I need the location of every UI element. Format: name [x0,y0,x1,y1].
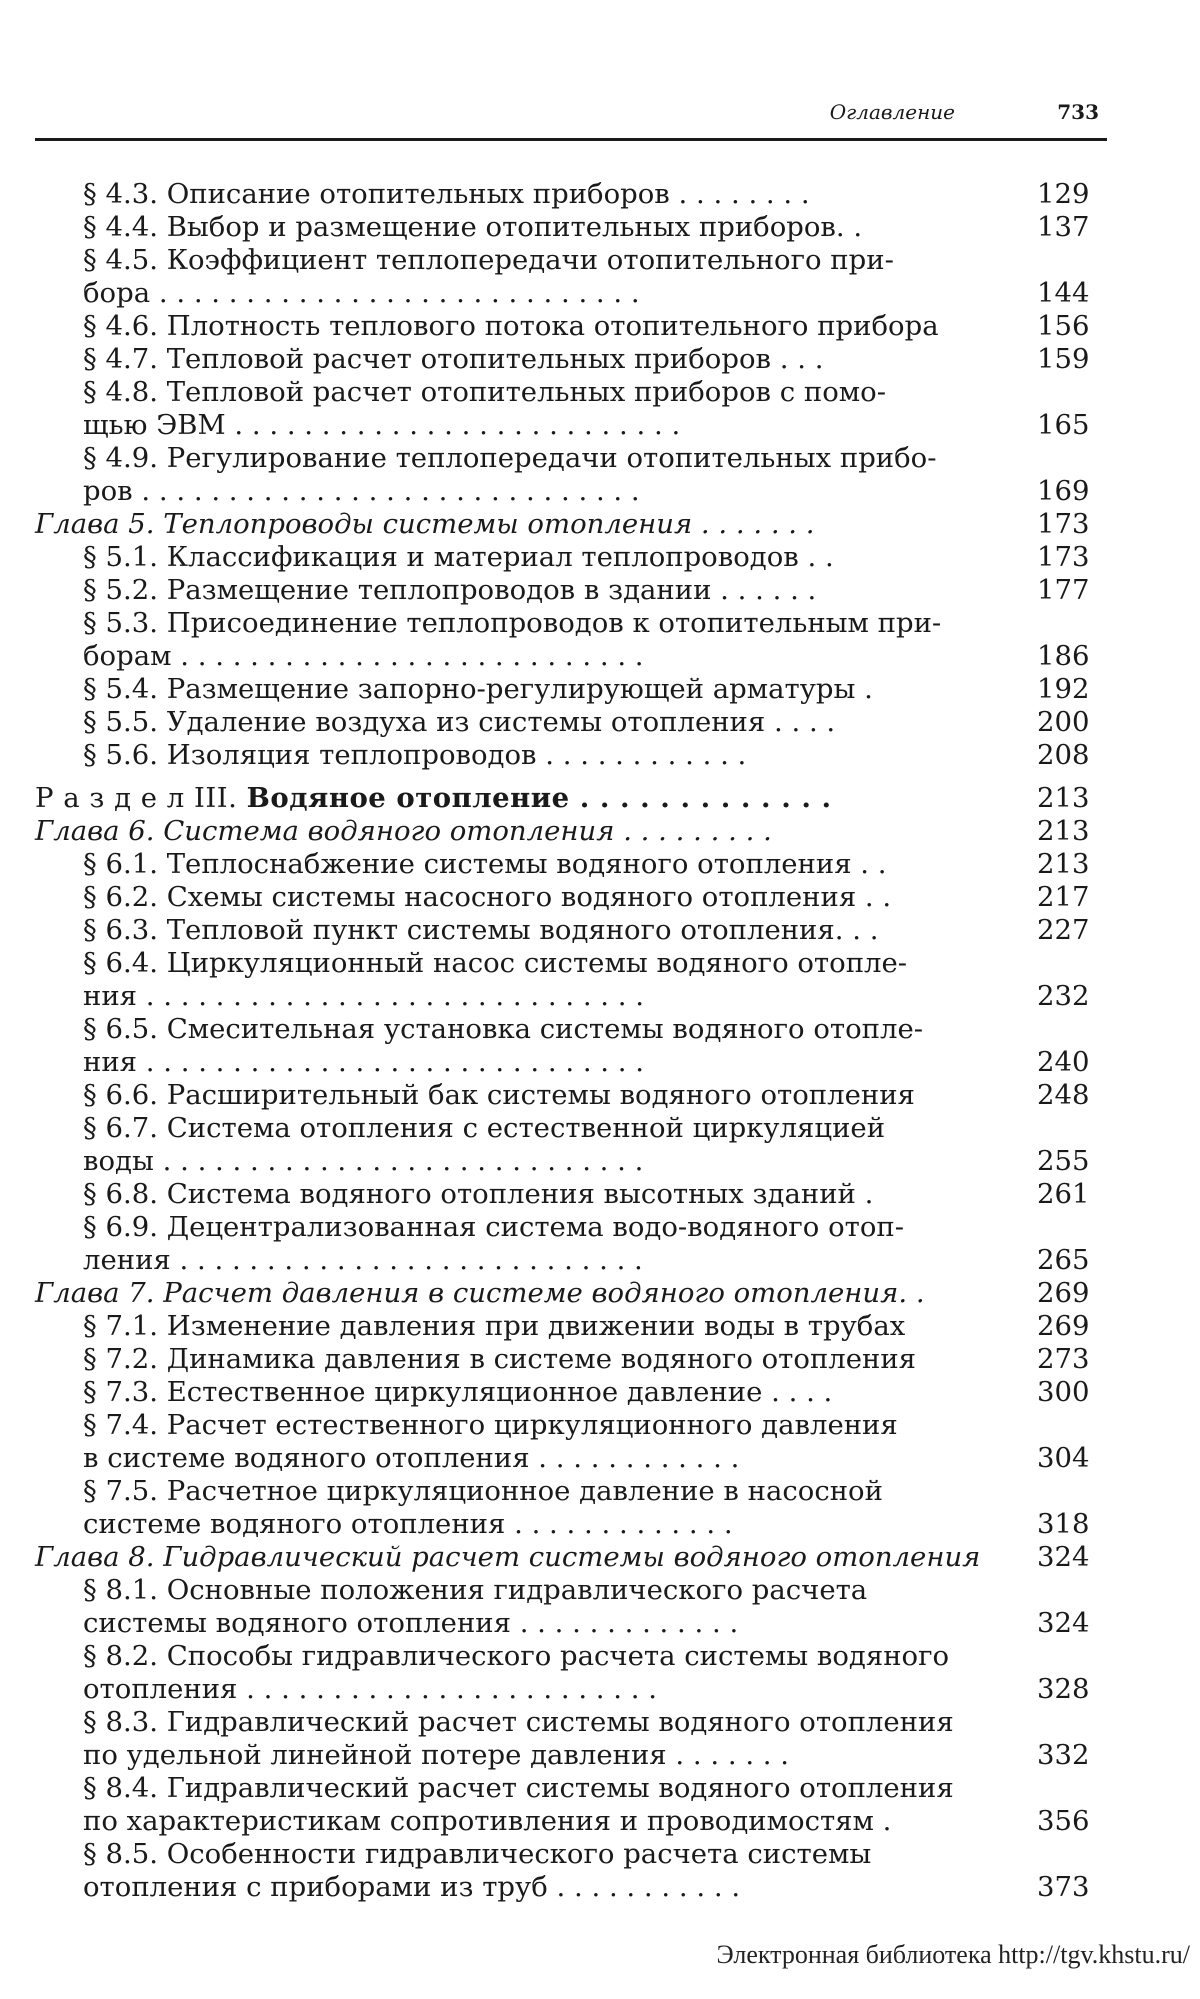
toc-page-number: 137 [1037,211,1090,243]
toc-page-number: 300 [1037,1376,1090,1408]
toc-section-entry [35,881,1107,914]
toc-section-entry [35,310,1107,343]
toc-section-entry [35,1079,1107,1112]
table-of-contents [35,178,1107,1904]
toc-section-entry [35,914,1107,947]
toc-page-number: 213 [1037,815,1090,847]
toc-section-entry [35,1805,1107,1838]
toc-page-number: 255 [1037,1145,1090,1177]
toc-entry-text: ления . . . . . . . . . . . . . . . . . . . . . . . . . . . [83,1244,643,1276]
toc-section-entry [35,1178,1107,1211]
toc-section-entry [35,1706,1107,1739]
toc-part-entry [35,782,1107,815]
toc-section-entry [35,607,1107,640]
toc-section-entry [35,1574,1107,1607]
toc-section-entry [35,640,1107,673]
toc-section-entry [35,1772,1107,1805]
toc-entry-text: в системе водяного отопления . . . . . . . . . . . . [83,1442,740,1474]
toc-page-number: 213 [1037,782,1090,814]
toc-page-number: 240 [1037,1046,1090,1078]
toc-section-entry [35,211,1107,244]
toc-entry-text: § 6.8. Система водяного отопления высотных зданий . [83,1178,874,1210]
toc-chapter-entry [35,508,1107,541]
toc-entry-text: § 6.3. Тепловой пункт системы водяного отопления. . . [83,914,879,946]
toc-page-number: 248 [1037,1079,1090,1111]
toc-page-number: 269 [1037,1310,1090,1342]
toc-page-number: 318 [1037,1508,1090,1540]
toc-section-entry [35,947,1107,980]
toc-entry-text: § 6.2. Схемы системы насосного водяного отопления . . [83,881,892,913]
toc-page-number: 208 [1037,739,1090,771]
toc-section-entry [35,376,1107,409]
toc-entry-text: Глава 8. Гидравлический расчет системы водяного отопления [35,1541,981,1573]
running-header [35,100,1107,141]
toc-entry-text: § 4.3. Описание отопительных приборов . . . . . . . . [83,178,810,210]
toc-entry-text: § 7.2. Динамика давления в системе водяного отопления [83,1343,917,1375]
toc-page-number: 261 [1037,1178,1090,1210]
toc-page-number: 332 [1037,1739,1090,1771]
toc-section-entry [35,1244,1107,1277]
toc-page-number: 165 [1037,409,1090,441]
toc-entry-text: по характеристикам сопротивления и проводимостям . [83,1805,892,1837]
toc-section-entry [35,1211,1107,1244]
toc-entry-text: § 6.7. Система отопления с естественной циркуляцией [83,1112,886,1144]
toc-page-number: 177 [1037,574,1090,606]
toc-page-number: 173 [1037,541,1090,573]
toc-page-number: 186 [1037,640,1090,672]
toc-page-number: 200 [1037,706,1090,738]
toc-entry-text: § 5.3. Присоединение теплопроводов к отопительным при- [83,607,942,639]
toc-section-entry [35,706,1107,739]
toc-page-number: 173 [1037,508,1090,540]
toc-entry-text: ния . . . . . . . . . . . . . . . . . . . . . . . . . . . . . [83,980,645,1012]
toc-entry-text: Глава 5. Теплопроводы системы отопления . . . . . . . [35,508,815,540]
toc-entry-text: ров . . . . . . . . . . . . . . . . . . . . . . . . . . . . . [83,475,640,507]
toc-entry-text: § 5.4. Размещение запорно-регулирующей арматуры . [83,673,873,705]
toc-page-number: 169 [1037,475,1090,507]
toc-page-number: 324 [1037,1541,1090,1573]
toc-chapter-entry [35,1277,1107,1310]
toc-entry-text: § 7.4. Расчет естественного циркуляционного давления [83,1409,898,1441]
toc-page-number: 144 [1037,277,1090,309]
toc-entry-text: системы водяного отопления . . . . . . . . . . . . . [83,1607,739,1639]
toc-page-number: 227 [1037,914,1090,946]
toc-entry-text: § 8.1. Основные положения гидравлического расчета [83,1574,868,1606]
toc-section-entry [35,1013,1107,1046]
toc-section-entry [35,1442,1107,1475]
toc-entry-text: § 8.4. Гидравлический расчет системы водяного отопления [83,1772,954,1804]
toc-entry-text: бора . . . . . . . . . . . . . . . . . . . . . . . . . . . . [83,277,640,309]
toc-page-number: 269 [1037,1277,1090,1309]
toc-page-number: 324 [1037,1607,1090,1639]
toc-section-entry [35,409,1107,442]
toc-entry-text: § 5.5. Удаление воздуха из системы отопления . . . . [83,706,836,738]
toc-entry-text: § 4.7. Тепловой расчет отопительных приборов . . . [83,343,824,375]
toc-part-label: Р а з д е л III. [35,782,238,814]
toc-section-entry [35,541,1107,574]
toc-entry-text: § 4.6. Плотность теплового потока отопительного прибора [83,310,939,342]
toc-page-number: 304 [1037,1442,1090,1474]
toc-entry-text: § 7.3. Естественное циркуляционное давление . . . . [83,1376,833,1408]
toc-section-entry [35,1508,1107,1541]
toc-section-entry [35,1838,1107,1871]
toc-chapter-entry [35,1541,1107,1574]
toc-entry-text: § 4.9. Регулирование теплопередачи отопительных прибо- [83,442,937,474]
toc-section-entry [35,1343,1107,1376]
toc-entry-text: § 6.5. Смесительная установка системы водяного отопле- [83,1013,924,1045]
toc-entry-text: § 8.3. Гидравлический расчет системы водяного отопления [83,1706,954,1738]
toc-entry-text: § 6.1. Теплоснабжение системы водяного отопления . . [83,848,887,880]
toc-page-number: 217 [1037,881,1090,913]
toc-page-number: 129 [1037,178,1090,210]
toc-section-entry [35,739,1107,772]
toc-entry-text: § 7.5. Расчетное циркуляционное давление в насосной [83,1475,883,1507]
toc-section-entry [35,178,1107,211]
toc-entry-text: § 4.5. Коэффициент теплопередачи отопительного при- [83,244,894,276]
toc-page-number: 192 [1037,673,1090,705]
toc-section-entry [35,475,1107,508]
running-header-title: Оглавление [829,100,955,124]
toc-section-entry [35,1376,1107,1409]
toc-entry-text: по удельной линейной потере давления . . . . . . . [83,1739,790,1771]
toc-section-entry [35,1112,1107,1145]
toc-section-entry [35,277,1107,310]
toc-entry-text: § 8.5. Особенности гидравлического расчета системы [83,1838,872,1870]
toc-page-number: 356 [1037,1805,1090,1837]
toc-part-title: Водяное отопление . . . . . . . . . . . . . [246,782,832,814]
toc-entry-text: отопления . . . . . . . . . . . . . . . . . . . . . . . . [83,1673,657,1705]
toc-page-number: 156 [1037,310,1090,342]
toc-entry-text: отопления с приборами из труб . . . . . . . . . . . [83,1871,741,1903]
toc-section-entry [35,673,1107,706]
toc-section-entry [35,1046,1107,1079]
toc-page-number: 232 [1037,980,1090,1012]
toc-section-entry [35,980,1107,1013]
toc-section-entry [35,1739,1107,1772]
toc-page-number: 159 [1037,343,1090,375]
toc-section-entry [35,574,1107,607]
toc-entry-text: § 8.2. Способы гидравлического расчета системы водяного [83,1640,950,1672]
toc-section-entry [35,1145,1107,1178]
footer-watermark: Электронная библиотека http://tgv.khstu.ru/ [716,1940,1190,1969]
toc-entry-text: § 5.6. Изоляция теплопроводов . . . . . . . . . . . . [83,739,747,771]
toc-section-entry [35,1673,1107,1706]
toc-entry-text: § 5.2. Размещение теплопроводов в здании . . . . . . [83,574,817,606]
toc-entry-text: § 6.6. Расширительный бак системы водяного отопления [83,1079,915,1111]
toc-section-entry [35,1607,1107,1640]
toc-entry-text: ния . . . . . . . . . . . . . . . . . . . . . . . . . . . . . [83,1046,645,1078]
toc-section-entry [35,1310,1107,1343]
toc-entry-text: Глава 7. Расчет давления в системе водяного отопления. . [35,1277,925,1309]
running-header-page-number: 733 [1057,100,1099,124]
toc-section-entry [35,1409,1107,1442]
toc-entry-text: системе водяного отопления . . . . . . . . . . . . . [83,1508,733,1540]
toc-entry-text: щью ЭВМ . . . . . . . . . . . . . . . . . . . . . . . . . . [83,409,681,441]
toc-entry-text: § 4.4. Выбор и размещение отопительных приборов. . [83,211,863,243]
toc-page-number: 273 [1037,1343,1090,1375]
toc-chapter-entry [35,815,1107,848]
toc-section-entry [35,1640,1107,1673]
toc-entry-text [35,782,1005,815]
toc-page-number: 373 [1037,1871,1090,1903]
toc-section-entry [35,343,1107,376]
toc-entry-text: борам . . . . . . . . . . . . . . . . . . . . . . . . . . . [83,640,644,672]
toc-entry-text: § 4.8. Тепловой расчет отопительных приборов с помо- [83,376,887,408]
toc-entry-text: § 6.4. Циркуляционный насос системы водяного отопле- [83,947,908,979]
toc-entry-text: § 6.9. Децентрализованная система водо-водяного отоп- [83,1211,905,1243]
toc-entry-text: § 5.1. Классификация и материал теплопроводов . . [83,541,834,573]
toc-entry-text: § 7.1. Изменение давления при движении воды в трубах [83,1310,906,1342]
toc-entry-text: воды . . . . . . . . . . . . . . . . . . . . . . . . . . . . [83,1145,644,1177]
toc-section-entry [35,848,1107,881]
toc-page-number: 213 [1037,848,1090,880]
toc-section-entry [35,442,1107,475]
toc-entry-text: Глава 6. Система водяного отопления . . . . . . . . . [35,815,772,847]
toc-section-entry [35,244,1107,277]
toc-page-number: 265 [1037,1244,1090,1276]
toc-section-entry [35,1475,1107,1508]
toc-section-entry [35,1871,1107,1904]
toc-page-number: 328 [1037,1673,1090,1705]
